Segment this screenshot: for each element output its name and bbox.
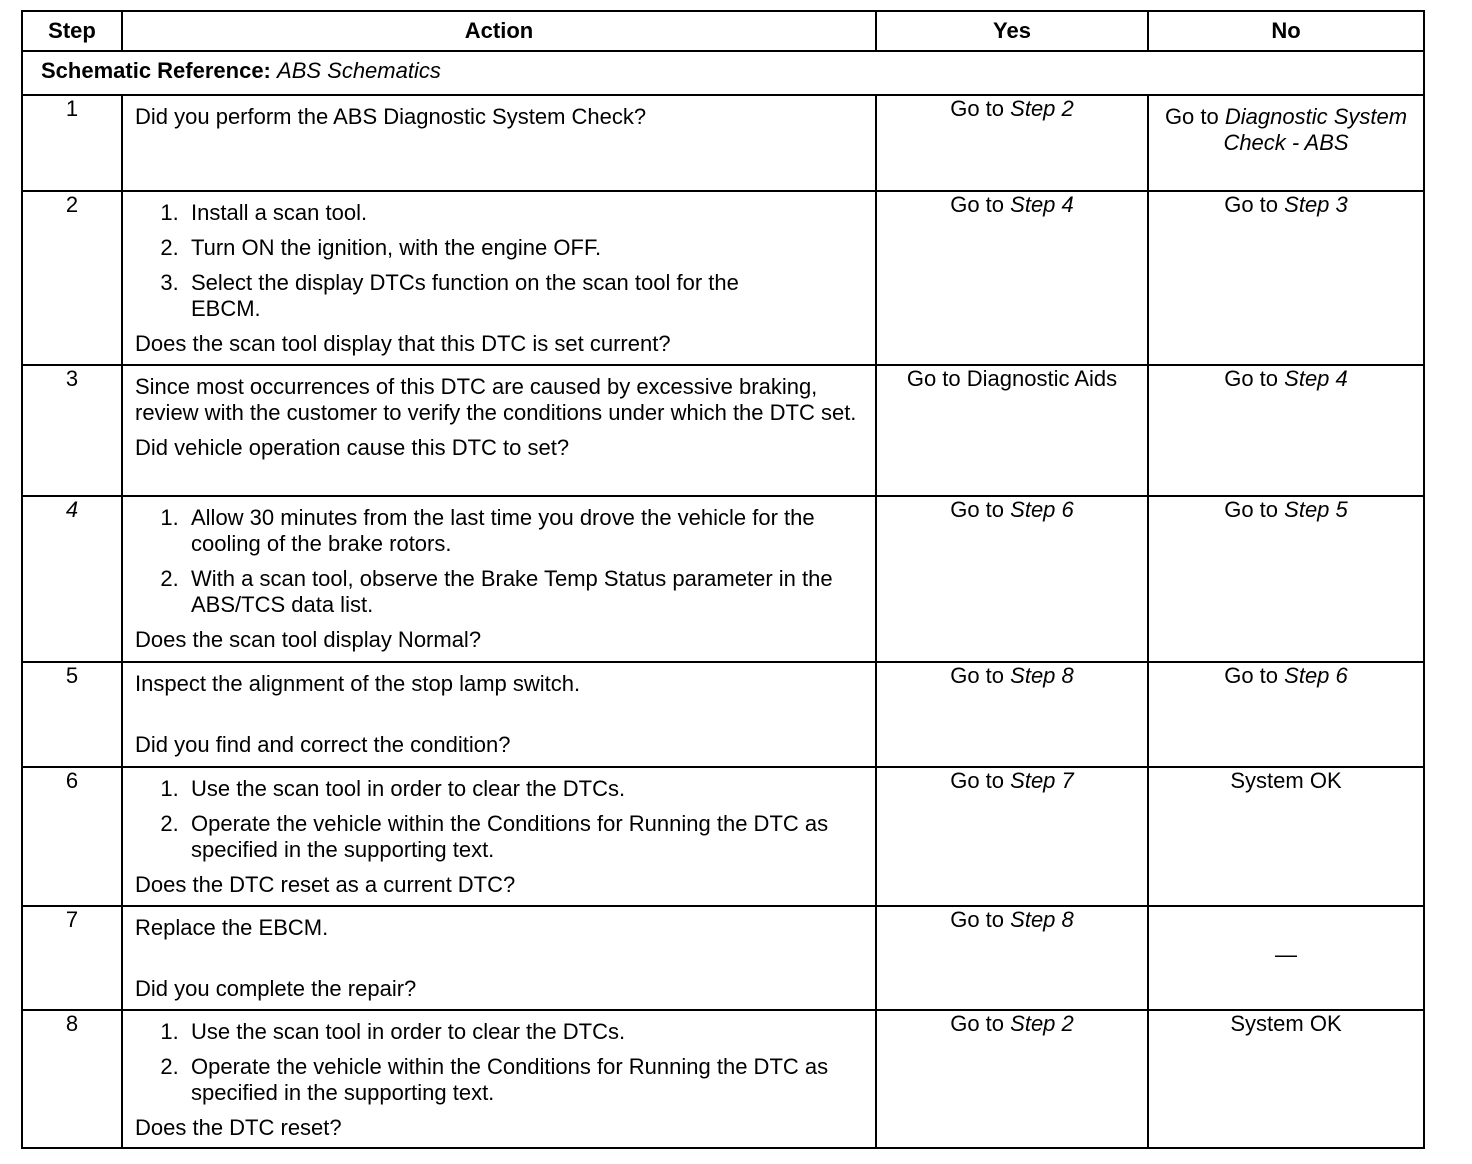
step-number: 8 [22, 1010, 122, 1148]
action-cell [122, 767, 876, 906]
yes-prefix: Go to [950, 768, 1005, 793]
yes-link[interactable]: Step 8 [1010, 907, 1074, 932]
no-prefix: Go to [1164, 104, 1219, 129]
table-row [22, 496, 1424, 662]
schematic-label: Schematic Reference: [41, 58, 271, 83]
list-item: 2. With a scan tool, observe the Brake Temp Status parameter in the ABS/TCS data list. [191, 566, 863, 618]
table-row [22, 906, 1424, 1010]
step-number: 3 [22, 365, 122, 496]
yes-link[interactable]: Step 6 [1010, 497, 1074, 522]
no-link[interactable]: Step 3 [1284, 192, 1348, 217]
no-cell [1148, 767, 1424, 906]
no-link[interactable]: Diagnostic System Check - ABS [1223, 104, 1408, 155]
list-item: 1. Use the scan tool in order to clear the DTCs. [191, 776, 863, 802]
no-text: System OK [1230, 1011, 1342, 1036]
yes-prefix: Go to [950, 663, 1005, 688]
yes-link[interactable]: Step 2 [1010, 1011, 1074, 1036]
instruction-text: Since most occurrences of this DTC are caused by excessive braking, review with the customer to verify the conditions under which the DTC set. [135, 374, 857, 425]
list-item: 1. Allow 30 minutes from the last time you drove the vehicle for the cooling of the brake rotors. [191, 505, 863, 557]
action-cell [122, 496, 876, 662]
no-cell [1148, 95, 1424, 191]
diagnostic-table [21, 10, 1425, 1149]
list-item: 2. Turn ON the ignition, with the engine OFF. [191, 235, 863, 261]
step-list [135, 1019, 863, 1106]
yes-cell [876, 95, 1148, 191]
yes-text[interactable]: Go to Diagnostic Aids [906, 366, 1118, 391]
question: Did you perform the ABS Diagnostic System Check? [135, 104, 647, 129]
step-number: 4 [22, 496, 122, 662]
yes-prefix: Go to [950, 192, 1005, 217]
yes-cell [876, 1010, 1148, 1148]
yes-link[interactable]: Step 7 [1010, 768, 1074, 793]
yes-prefix: Go to [950, 1011, 1005, 1036]
yes-link[interactable]: Step 2 [1010, 96, 1074, 121]
instruction-text: Inspect the alignment of the stop lamp switch. [135, 671, 581, 696]
header-action: Action [122, 11, 876, 51]
header-step: Step [22, 11, 122, 51]
no-prefix: Go to [1224, 663, 1279, 688]
table-row [22, 767, 1424, 906]
schematic-row [22, 51, 1424, 95]
action-cell [122, 1010, 876, 1148]
header-no: No [1148, 11, 1424, 51]
question: Did you find and correct the condition? [135, 732, 511, 757]
no-prefix: Go to [1224, 366, 1279, 391]
no-prefix: Go to [1224, 497, 1279, 522]
yes-link[interactable]: Step 4 [1010, 192, 1074, 217]
action-cell [122, 95, 876, 191]
action-cell [122, 191, 876, 365]
yes-cell [876, 365, 1148, 496]
question: Did you complete the repair? [135, 976, 417, 1001]
yes-cell [876, 906, 1148, 1010]
header-yes: Yes [876, 11, 1148, 51]
step-list [135, 505, 863, 618]
no-cell [1148, 496, 1424, 662]
step-number: 2 [22, 191, 122, 365]
header-row [22, 11, 1424, 51]
step-number: 5 [22, 662, 122, 767]
no-cell [1148, 365, 1424, 496]
question: Does the scan tool display Normal? [135, 627, 482, 652]
list-item: 3. Select the display DTCs function on the scan tool for the EBCM. [191, 270, 863, 322]
question: Does the DTC reset as a current DTC? [135, 872, 516, 897]
no-cell [1148, 1010, 1424, 1148]
yes-cell [876, 496, 1148, 662]
no-cell [1148, 906, 1424, 1010]
table-row [22, 191, 1424, 365]
question: Does the scan tool display that this DTC is set current? [135, 331, 671, 356]
instruction-text: Replace the EBCM. [135, 915, 329, 940]
yes-cell [876, 767, 1148, 906]
no-text: System OK [1230, 768, 1342, 793]
no-cell [1148, 191, 1424, 365]
yes-prefix: Go to [950, 96, 1005, 121]
yes-cell [876, 662, 1148, 767]
yes-prefix: Go to [950, 907, 1005, 932]
no-link[interactable]: Step 5 [1284, 497, 1348, 522]
list-item: 2. Operate the vehicle within the Conditions for Running the DTC as specified in the supporting text. [191, 1054, 863, 1106]
table-row [22, 662, 1424, 767]
yes-cell [876, 191, 1148, 365]
step-number: 6 [22, 767, 122, 906]
no-text: — [1275, 942, 1297, 967]
question: Did vehicle operation cause this DTC to set? [135, 435, 570, 460]
table-row [22, 1010, 1424, 1148]
no-link[interactable]: Step 4 [1284, 366, 1348, 391]
no-link[interactable]: Step 6 [1284, 663, 1348, 688]
schematic-reference [22, 51, 1424, 95]
step-list [135, 776, 863, 863]
table-row [22, 365, 1424, 496]
step-number: 7 [22, 906, 122, 1010]
schematic-link[interactable]: ABS Schematics [277, 58, 441, 83]
question: Does the DTC reset? [135, 1115, 342, 1140]
no-prefix: Go to [1224, 192, 1279, 217]
action-cell [122, 365, 876, 496]
list-item: 1. Use the scan tool in order to clear the DTCs. [191, 1019, 863, 1045]
no-cell [1148, 662, 1424, 767]
list-item: 2. Operate the vehicle within the Conditions for Running the DTC as specified in the supporting text. [191, 811, 863, 863]
step-number: 1 [22, 95, 122, 191]
step-list [135, 200, 863, 322]
yes-link[interactable]: Step 8 [1010, 663, 1074, 688]
yes-prefix: Go to [950, 497, 1005, 522]
table-row [22, 95, 1424, 191]
action-cell [122, 662, 876, 767]
list-item: 1. Install a scan tool. [191, 200, 863, 226]
action-cell [122, 906, 876, 1010]
